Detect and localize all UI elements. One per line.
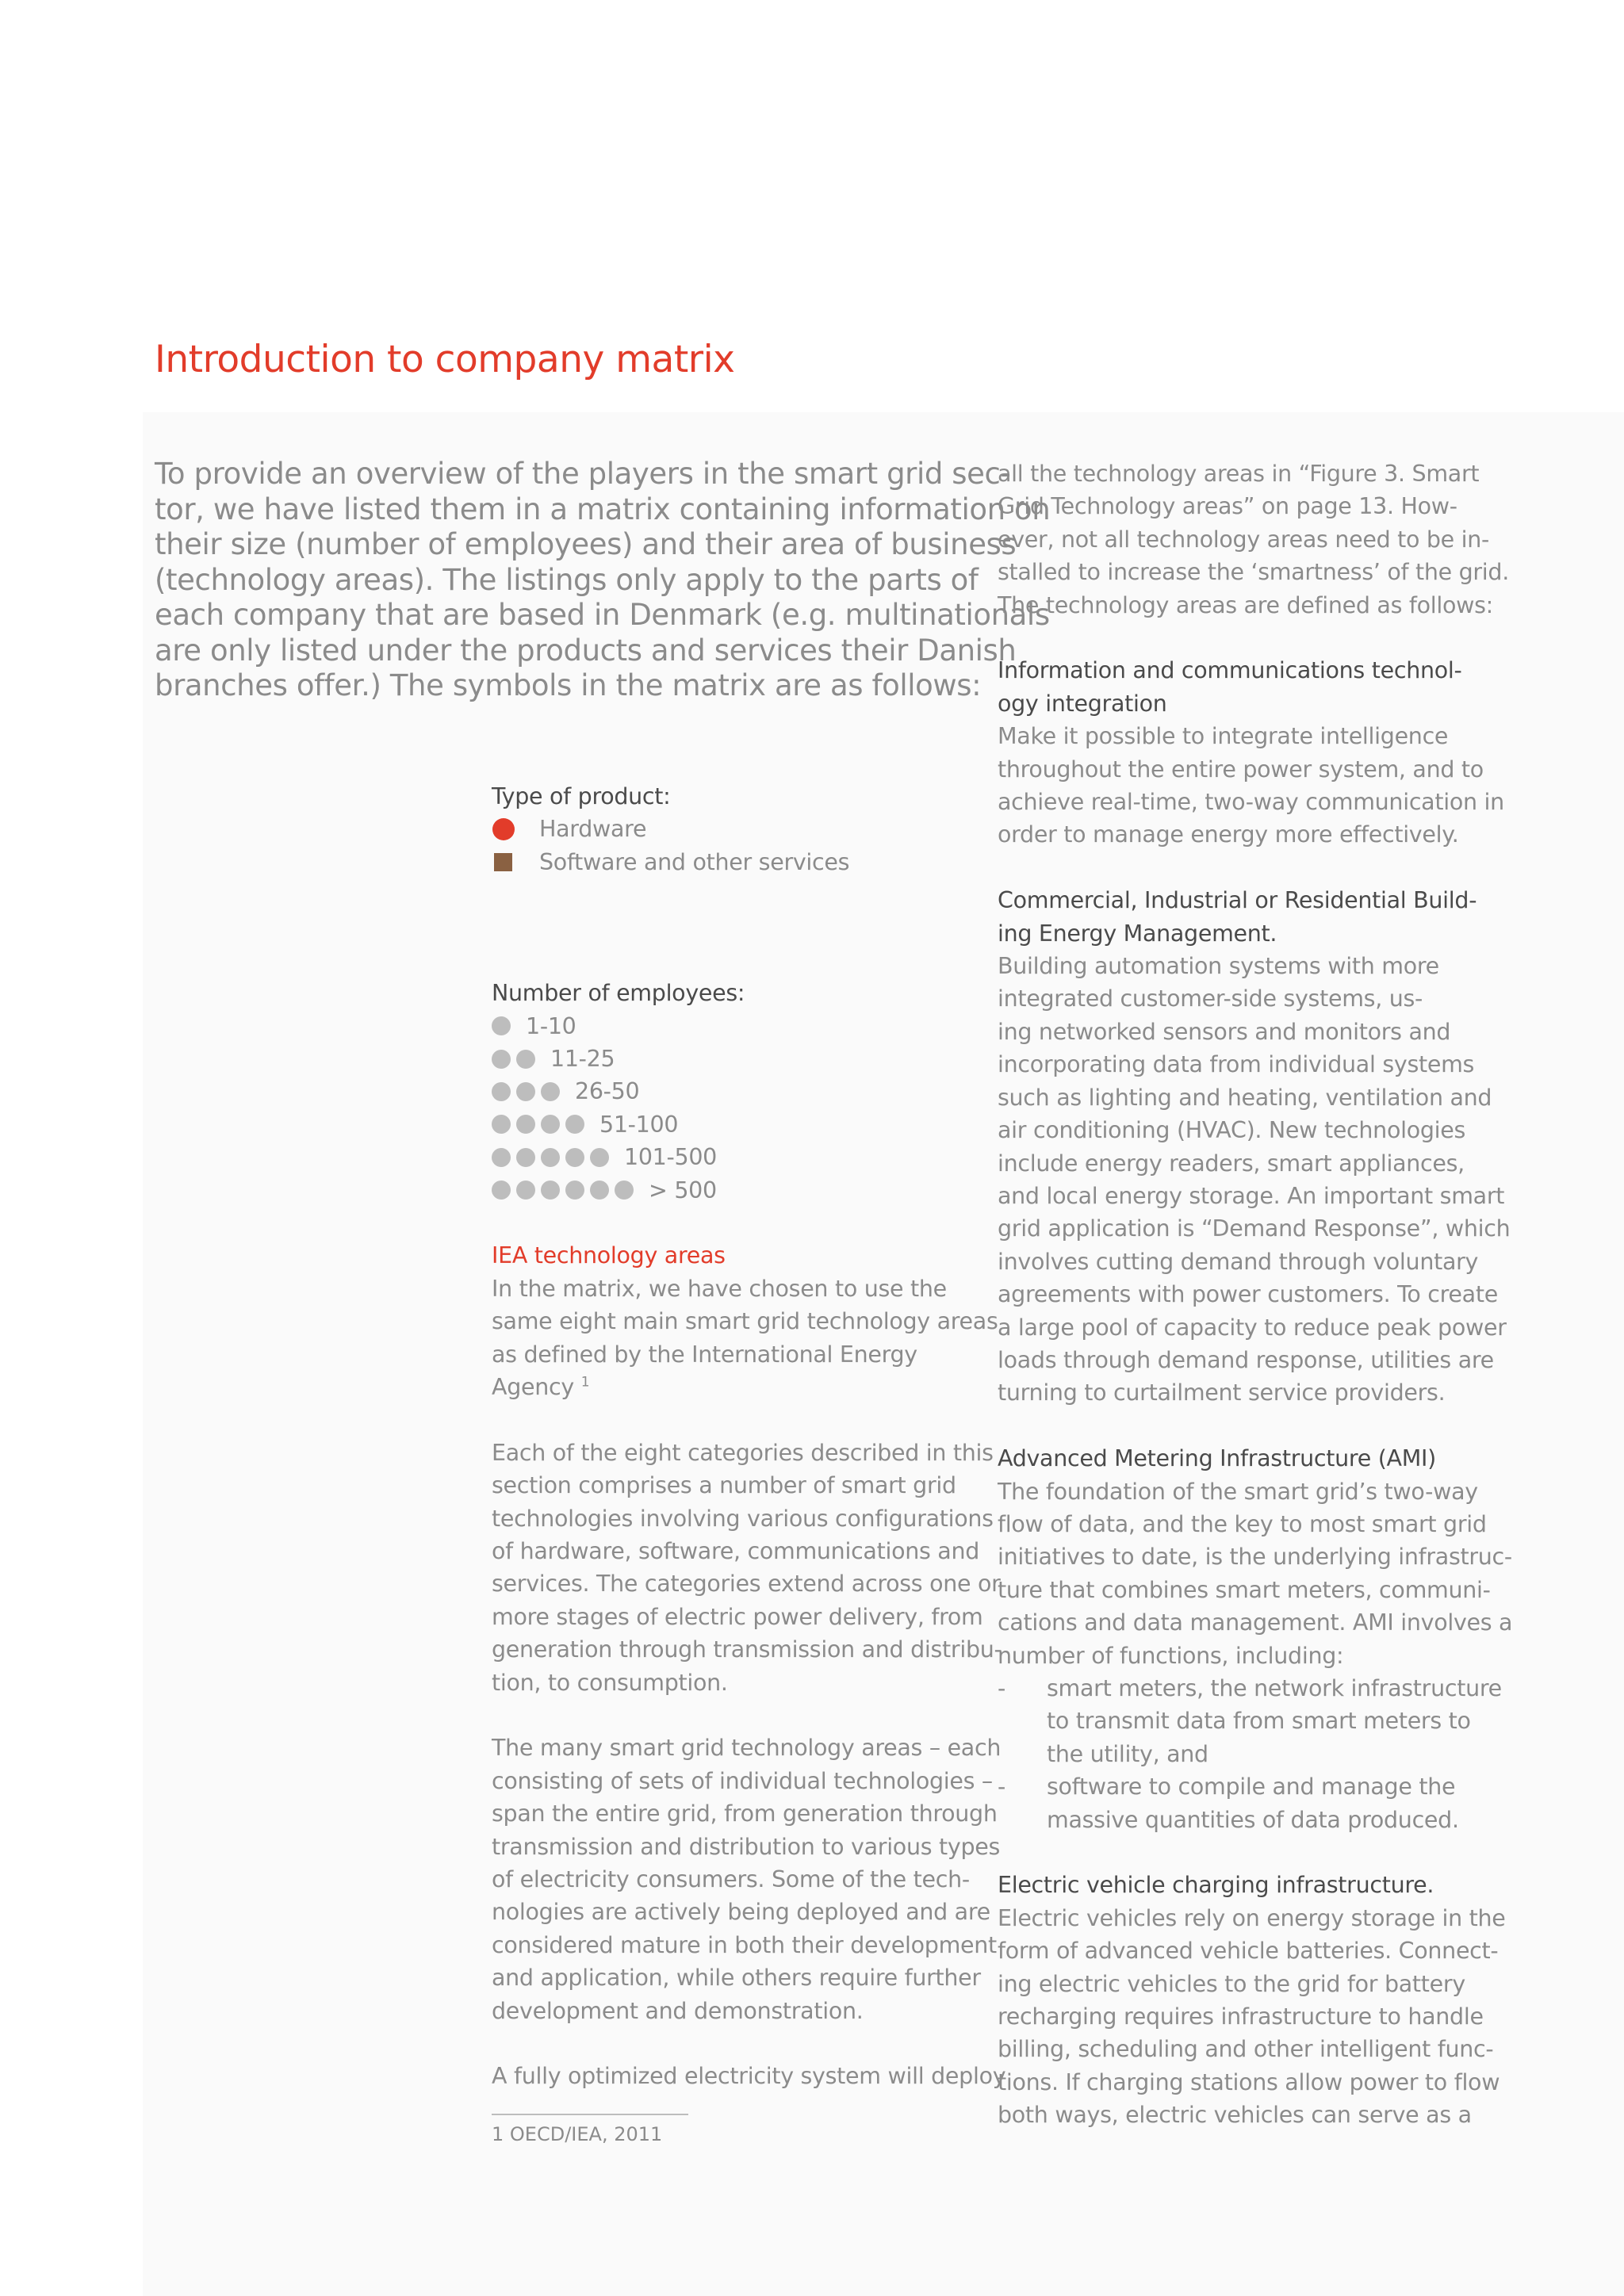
grey-dot-icon [516, 1082, 535, 1101]
text-line: massive quantities of data produced. [1047, 1806, 1459, 1833]
text-line: of hardware, software, communications and [492, 1537, 980, 1564]
grey-dot-icon [541, 1181, 560, 1200]
employees-legend-row [492, 1043, 967, 1075]
employees-range-label: 11-25 [550, 1045, 615, 1072]
text-line: include energy readers, smart appliances, [998, 1150, 1465, 1177]
text-line: generation through transmission and distribu- [492, 1636, 1002, 1663]
ict-section [998, 654, 1504, 851]
text-line: ing electric vehicles to the grid for battery [998, 1970, 1465, 1997]
text-line: development and demonstration. [492, 1997, 864, 2024]
bullet-item [998, 1770, 1473, 1836]
footnote-divider [492, 2114, 688, 2115]
grey-dot-icon [492, 1181, 511, 1200]
text-line: consisting of sets of individual technologies – [492, 1767, 993, 1794]
employees-range-label: 101-500 [624, 1144, 717, 1171]
iea-heading: IEA technology areas [492, 1242, 726, 1269]
building-energy-section [998, 884, 1511, 1410]
grey-dot-icon [516, 1050, 535, 1069]
employees-range-label: 26-50 [575, 1078, 640, 1105]
ict-heading: ogy integration [998, 690, 1167, 717]
text-line: and local energy storage. An important smart [998, 1182, 1505, 1209]
iea-paragraph-2 [492, 1437, 1002, 1699]
bullet-item [998, 1672, 1502, 1770]
grey-dot-icon [615, 1181, 634, 1200]
text-line: the utility, and [1047, 1740, 1208, 1767]
text-line: of electricity consumers. Some of the tech- [492, 1866, 970, 1893]
text-line: turning to curtailment service providers. [998, 1380, 1446, 1406]
grey-dot-icon [492, 1082, 511, 1101]
product-legend [492, 780, 967, 878]
right-intro [998, 457, 1509, 622]
text-line: Make it possible to integrate intelligence [998, 723, 1449, 750]
footnote-reference[interactable]: 1 [580, 1374, 590, 1391]
iea-paragraph-1 [492, 1272, 998, 1404]
text-line: stalled to increase the ‘smartness’ of the grid. [998, 559, 1509, 586]
intro-paragraph [155, 457, 1051, 704]
iea-paragraph-4 [492, 2060, 1006, 2092]
text-line: more stages of electric power delivery, from [492, 1603, 983, 1630]
employees-legend-row [492, 1174, 967, 1207]
text-line: smart meters, the network infrastructure [1047, 1674, 1502, 1701]
employees-legend [492, 977, 967, 1207]
text-line: and application, while others require further [492, 1965, 981, 1992]
grey-dot-icon [565, 1181, 584, 1200]
intro-line: their size (number of employees) and their area of business [155, 527, 1017, 561]
grey-dot-icon [492, 1115, 511, 1134]
text-line: Building automation systems with more [998, 953, 1439, 980]
grey-dot-icon [516, 1148, 535, 1167]
text-line: all the technology areas in “Figure 3. Smart [998, 461, 1480, 487]
building-energy-heading: Commercial, Industrial or Residential Build- [998, 887, 1477, 914]
text-line: same eight main smart grid technology areas [492, 1308, 998, 1335]
text-line: loads through demand response, utilities are [998, 1346, 1494, 1373]
employees-range-label: 1-10 [526, 1012, 576, 1039]
text-line: Agency [492, 1373, 574, 1400]
grey-dot-icon [516, 1181, 535, 1200]
grey-dot-icon [492, 1050, 511, 1069]
employee-dots [492, 1082, 565, 1101]
middle-column [492, 780, 1006, 2093]
ami-heading: Advanced Metering Infrastructure (AMI) [998, 1445, 1436, 1472]
ami-section [998, 1442, 1513, 1836]
text-line: considered mature in both their development [492, 1931, 997, 1958]
text-line: tions. If charging stations allow power to flow [998, 2068, 1500, 2095]
employee-dots [492, 1181, 639, 1200]
text-line: billing, scheduling and other intelligent func- [998, 2036, 1494, 2063]
grey-dot-icon [541, 1148, 560, 1167]
intro-line: branches offer.) The symbols in the matrix are as follows: [155, 668, 982, 702]
text-line: achieve real-time, two-way communication in [998, 789, 1504, 816]
grey-dot-icon [541, 1082, 560, 1101]
legend-software [492, 846, 967, 878]
employees-legend-row [492, 1108, 967, 1141]
text-line: grid application is “Demand Response”, which [998, 1215, 1511, 1242]
text-line: both ways, electric vehicles can serve as a [998, 2102, 1472, 2129]
intro-line: (technology areas). The listings only apply to the parts of [155, 562, 979, 597]
text-line: software to compile and manage the [1047, 1774, 1456, 1800]
text-line: cations and data management. AMI involves a [998, 1609, 1513, 1636]
employees-legend-rows [492, 1010, 967, 1207]
intro-line: tor, we have listed them in a matrix containing information on [155, 492, 1051, 526]
text-line: integrated customer-side systems, us- [998, 985, 1423, 1012]
text-line: a large pool of capacity to reduce peak power [998, 1314, 1507, 1341]
text-line: section comprises a number of smart grid [492, 1472, 956, 1499]
employee-dots [492, 1016, 516, 1035]
grey-dot-icon [492, 1016, 511, 1035]
software-square-icon [494, 853, 512, 871]
grey-dot-icon [541, 1115, 560, 1134]
intro-line: are only listed under the products and services their Danish [155, 633, 1017, 668]
text-line: such as lighting and heating, ventilation and [998, 1084, 1492, 1111]
text-line: incorporating data from individual systems [998, 1051, 1475, 1078]
text-line: agreements with power customers. To create [998, 1281, 1498, 1308]
text-line: nologies are actively being deployed and are [492, 1899, 990, 1926]
employee-dots [492, 1115, 590, 1134]
legend-hardware [492, 813, 967, 845]
text-line: air conditioning (HVAC). New technologies [998, 1117, 1466, 1144]
text-line: to transmit data from smart meters to [1047, 1708, 1471, 1735]
footnote: 1 OECD/IEA, 2011 [492, 2123, 663, 2145]
text-line: span the entire grid, from generation through [492, 1800, 998, 1827]
grey-dot-icon [492, 1148, 511, 1167]
iea-paragraph-3 [492, 1732, 1002, 2027]
employees-legend-row [492, 1075, 967, 1108]
employees-range-label: 51-100 [599, 1111, 679, 1138]
grey-dot-icon [590, 1148, 609, 1167]
text-line: recharging requires infrastructure to handle [998, 2003, 1484, 2030]
iea-section [492, 1239, 1006, 2093]
employees-legend-row [492, 1141, 967, 1173]
building-energy-heading: ing Energy Management. [998, 920, 1277, 947]
page-title: Introduction to company matrix [155, 338, 735, 381]
ev-section [998, 1869, 1506, 2131]
text-line: form of advanced vehicle batteries. Connect- [998, 1938, 1499, 1965]
text-line: services. The categories extend across one or [492, 1571, 1001, 1598]
text-line: Grid Technology areas” on page 13. How- [998, 493, 1457, 520]
text-line: The technology areas are defined as follows: [998, 591, 1493, 618]
text-line: In the matrix, we have chosen to use the [492, 1275, 947, 1302]
ev-heading: Electric vehicle charging infrastructure. [998, 1872, 1434, 1899]
grey-dot-icon [565, 1148, 584, 1167]
legend-software-label: Software and other services [539, 848, 850, 875]
employee-dots [492, 1148, 615, 1167]
employee-dots [492, 1050, 541, 1069]
employees-legend-heading: Number of employees: [492, 980, 745, 1007]
text-line: as defined by the International Energy [492, 1341, 917, 1368]
text-line: technologies involving various configurations [492, 1505, 994, 1532]
bullet-dash: - [998, 1674, 1005, 1701]
spacer [492, 1207, 967, 1239]
text-line: ever, not all technology areas need to be in- [998, 526, 1490, 553]
legend-hardware-label: Hardware [539, 816, 647, 843]
text-line: Each of the eight categories described in this [492, 1439, 994, 1466]
employees-range-label: > 500 [649, 1177, 717, 1203]
text-line: number of functions, including: [998, 1642, 1344, 1669]
text-line: Electric vehicles rely on energy storage in the [998, 1904, 1506, 1931]
text-line: throughout the entire power system, and to [998, 756, 1484, 783]
text-line: initiatives to date, is the underlying infrastruc- [998, 1544, 1512, 1571]
grey-dot-icon [565, 1115, 584, 1134]
grey-dot-icon [590, 1181, 609, 1200]
text-line: A fully optimized electricity system will deploy [492, 2063, 1006, 2090]
text-line: ture that combines smart meters, communi- [998, 1576, 1491, 1603]
text-line: order to manage energy more effectively. [998, 821, 1459, 848]
text-line: flow of data, and the key to most smart grid [998, 1510, 1487, 1537]
employees-legend-row [492, 1010, 967, 1043]
hardware-dot-icon [492, 818, 515, 840]
text-line: The many smart grid technology areas – each [492, 1735, 1002, 1762]
text-line: tion, to consumption. [492, 1669, 728, 1696]
intro-line: To provide an overview of the players in the smart grid sec- [155, 457, 1011, 491]
grey-dot-icon [516, 1115, 535, 1134]
text-line: transmission and distribution to various types [492, 1833, 1001, 1860]
spacer [492, 878, 967, 977]
product-legend-heading: Type of product: [492, 783, 671, 809]
bullet-dash: - [998, 1774, 1005, 1800]
intro-line: each company that are based in Denmark (e.g. multinationals [155, 598, 1050, 632]
text-line: The foundation of the smart grid’s two-way [998, 1478, 1478, 1505]
text-line: involves cutting demand through voluntary [998, 1248, 1479, 1275]
text-line: ing networked sensors and monitors and [998, 1018, 1451, 1045]
right-column [998, 457, 1513, 2132]
ict-heading: Information and communications technol- [998, 657, 1462, 684]
